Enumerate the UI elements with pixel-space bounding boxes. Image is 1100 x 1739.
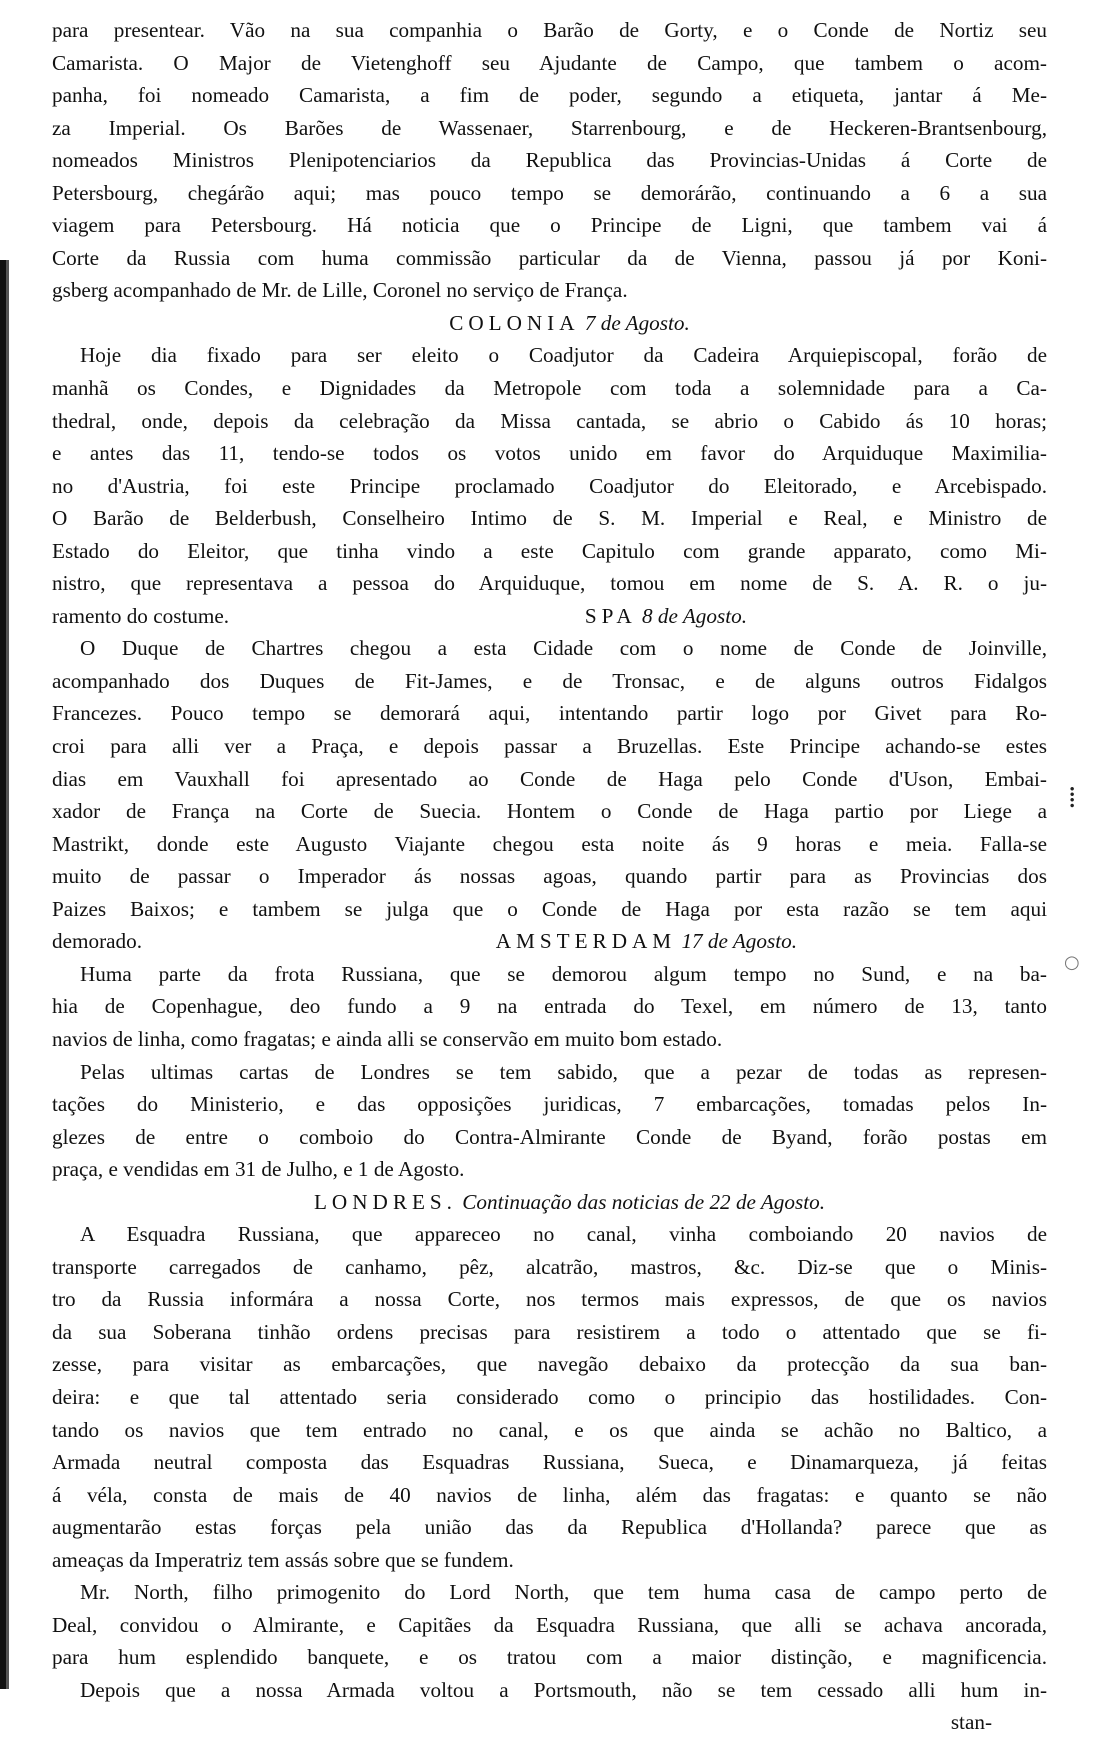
text-line: Estado do Eleitor, que tinha vindo a este Capitulo com grande apparato, como Mi-: [52, 538, 1047, 563]
dateline-city: AMSTERDAM: [495, 929, 677, 954]
text-line: xador de França na Corte de Suecia. Hontem o Conde de Haga partio por Liege a: [52, 799, 1047, 824]
text-line: no d'Austria, foi este Principe proclamado Coadjutor do Eleitorado, e Arcebispado.: [52, 473, 1047, 498]
text-line: deira: e que tal attentado seria considerado como o principio das hostilidades. Con-: [52, 1384, 1047, 1409]
dateline-date: 8 de Agosto.: [642, 603, 747, 628]
text-line: navios de linha, como fragatas; e ainda alli se conservão em muito bom estado.: [52, 1026, 723, 1051]
dateline-colonia: [52, 307, 1047, 340]
text-line: Armada neutral composta das Esquadras Russiana, Sueca, e Dinamarqueza, já feitas: [52, 1450, 1047, 1475]
page-spine-shadow: [0, 260, 14, 1689]
text-line: tações do Ministerio, e das opposições juridicas, 7 embarcações, tomadas pelos In-: [52, 1092, 1047, 1117]
text-line: hia de Copenhague, deo fundo a 9 na entrada do Texel, em número de 13, tanto: [52, 994, 1047, 1019]
text-line: Deal, convidou o Almirante, e Capitães da Esquadra Russiana, que alli se achava ancorada,: [52, 1612, 1047, 1637]
dateline-note: Continuação das noticias de 22 de Agosto.: [462, 1189, 826, 1214]
text-line: Pelas ultimas cartas de Londres se tem sabido, que a pezar de todas as represen-: [80, 1059, 1047, 1084]
text-line: Petersbourg, chegárão aqui; mas pouco tempo se demorárão, continuando a 6 a sua: [52, 180, 1047, 205]
dateline-spa: [52, 600, 1047, 633]
dateline-date: 17 de Agosto.: [681, 929, 797, 954]
text-line: panha, foi nomeado Camarista, a fim de poder, segundo a etiqueta, jantar á Me-: [52, 83, 1047, 108]
text-line: Mastrikt, donde este Augusto Viajante chegou esta noite ás 9 horas e meia. Falla-se: [52, 831, 1047, 856]
text-line: Francezes. Pouco tempo se demorará aqui, intentando partir logo por Givet para Ro-: [52, 701, 1047, 726]
text-line: Camarista. O Major de Vietenghoff seu Ajudante de Campo, que tambem o acom-: [52, 50, 1047, 75]
text-line: nomeados Ministros Plenipotenciarios da Republica das Provincias-Unidas á Corte de: [52, 148, 1047, 173]
text-line: gsberg acompanhado de Mr. de Lille, Coronel no serviço de França.: [52, 278, 628, 303]
text-line: Hoje dia fixado para ser eleito o Coadjutor da Cadeira Arquiepiscopal, forão de: [80, 343, 1047, 368]
text-line: zesse, para visitar as embarcações, que navegão debaixo da protecção da sua ban-: [52, 1352, 1047, 1377]
paragraph-end-text: demorado.: [52, 929, 143, 954]
ink-mark: ⁞: [1068, 780, 1077, 815]
text-line: A Esquadra Russiana, que appareceo no canal, vinha comboiando 20 navios de: [80, 1222, 1047, 1247]
text-line: para hum esplendido banquete, e os tratou com a maior distinção, e magnificencia.: [52, 1645, 1047, 1670]
text-line: manhã os Condes, e Dignidades da Metropole com toda a solemnidade para a Ca-: [52, 376, 1047, 401]
text-line: thedral, onde, depois da celebração da Missa cantada, se abrio o Cabido ás 10 horas;: [52, 408, 1047, 433]
text-line: O Barão de Belderbush, Conselheiro Intimo de S. M. Imperial e Real, e Ministro de: [52, 506, 1047, 531]
ink-mark: ○: [1064, 952, 1080, 973]
text-line: praça, e vendidas em 31 de Julho, e 1 de Agosto.: [52, 1157, 465, 1182]
text-line: á véla, consta de mais de 40 navios de linha, além das fragatas: e quanto se não: [52, 1482, 1047, 1507]
text-line: nistro, que representava a pessoa do Arquiduque, tomou em nome de S. A. R. o ju-: [52, 571, 1047, 596]
text-line: e antes das 11, tendo-se todos os votos unido em favor do Arquiduque Maximilia-: [52, 441, 1047, 466]
text-line: tando os navios que tem entrado no canal, e os que ainda se achão no Baltico, a: [52, 1417, 1047, 1442]
text-line: O Duque de Chartres chegou a esta Cidade com o nome de Conde de Joinville,: [80, 636, 1047, 661]
dateline-city: LONDRES.: [313, 1189, 457, 1214]
text-line: ameaças da Imperatriz tem assás sobre que se fundem.: [52, 1547, 514, 1572]
dateline-city: COLONIA: [449, 310, 580, 335]
text-line: viagem para Petersbourg. Há noticia que o Principe de Ligni, que tambem vai á: [52, 213, 1047, 238]
text-line: Corte da Russia com huma commissão particular da de Vienna, passou já por Koni-: [52, 245, 1047, 270]
text-line: muito de passar o Imperador ás nossas agoas, quando partir para as Provincias dos: [52, 864, 1047, 889]
text-line: acompanhado dos Duques de Fit-James, e de Tronsac, e de alguns outros Fidalgos: [52, 668, 1047, 693]
text-line: Huma parte da frota Russiana, que se demorou algum tempo no Sund, e na ba-: [80, 961, 1047, 986]
text-line: glezes de entre o comboio do Contra-Almirante Conde de Byand, forão postas em: [52, 1124, 1047, 1149]
text-line: para presentear. Vão na sua companhia o Barão de Gorty, e o Conde de Nortiz seu: [52, 18, 1047, 42]
catchword: stan-: [950, 1710, 992, 1735]
dateline-londres: [52, 1186, 1047, 1219]
text-line: transporte carregados de canhamo, pêz, alcatrão, mastros, &c. Diz-se que o Minis-: [52, 1254, 1047, 1279]
text-line: Depois que a nossa Armada voltou a Portsmouth, não se tem cessado alli hum in-: [80, 1677, 1047, 1702]
article-body: [52, 14, 1047, 1739]
text-line: tro da Russia informára a nossa Corte, nos termos mais expressos, de que os navios: [52, 1287, 1047, 1312]
dateline-date: 7 de Agosto.: [584, 310, 690, 335]
text-line: za Imperial. Os Barões de Wassenaer, Starrenbourg, e de Heckeren-Brantsenbourg,: [52, 115, 1047, 140]
dateline-city: SPA: [584, 603, 637, 628]
paragraph-end-text: ramento do costume.: [52, 603, 230, 628]
text-line: Paizes Baixos; e tambem se julga que o Conde de Haga por esta razão se tem aqui: [52, 896, 1047, 921]
text-line: augmentarão estas forças pela união das da Republica d'Hollanda? parece que as: [52, 1515, 1047, 1540]
text-line: da sua Soberana tinhão ordens precisas para resistirem a todo o attentado que se fi-: [52, 1319, 1047, 1344]
text-line: croi para alli ver a Praça, e depois passar a Bruzellas. Este Principe achando-se estes: [52, 734, 1047, 759]
text-line: Mr. North, filho primogenito do Lord North, que tem huma casa de campo perto de: [80, 1580, 1047, 1605]
text-line: dias em Vauxhall foi apresentado ao Conde de Haga pelo Conde d'Uson, Embai-: [52, 766, 1047, 791]
dateline-amsterdam: [52, 925, 1047, 958]
